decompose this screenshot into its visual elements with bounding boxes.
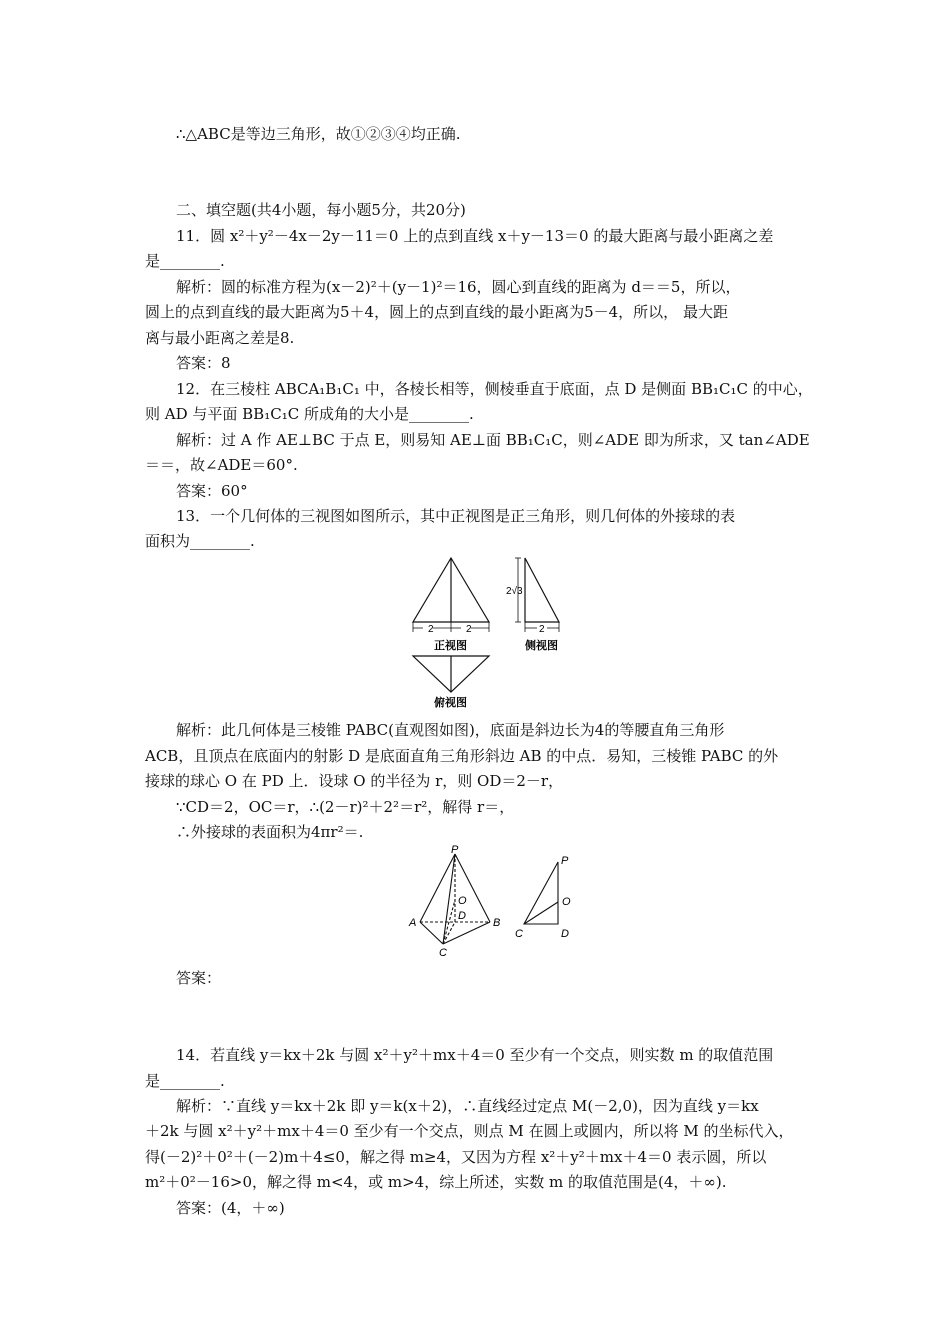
q11-stem-line-1: 11．圆 x²＋y²－4x－2y－11＝0 上的点到直线 x＋y－13＝0 的最大距离与最小距离之差 bbox=[176, 227, 774, 245]
q12-solution-line-1: 解析：过 A 作 AE⊥BC 于点 E，则易知 AE⊥面 BB₁C₁C，则∠ADE 即为所求，又 tan∠ADE bbox=[176, 431, 810, 449]
label-D-2: D bbox=[561, 928, 569, 940]
conclusion-line: ∴△ABC是等边三角形，故①②③④均正确. bbox=[176, 125, 461, 143]
label-P-2: P bbox=[561, 855, 569, 867]
q14-solution-line-4: m²＋0²－16>0，解之得 m<4，或 m>4，综上所述，实数 m 的取值范围是(4，＋∞). bbox=[145, 1173, 727, 1191]
q14-solution-line-1: 解析：∵直线 y＝kx＋2k 即 y＝k(x＋2)，∴直线经过定点 M(－2,0)，因为直线 y＝kx bbox=[176, 1097, 759, 1115]
q11-solution-line-3: 离与最小距离之差是8. bbox=[145, 329, 295, 347]
q11-answer: 答案：8 bbox=[176, 354, 231, 372]
side-view-label: 侧视图 bbox=[525, 640, 558, 652]
q13-answer: 答案： bbox=[176, 969, 222, 987]
front-view bbox=[413, 558, 489, 632]
q13-solution-line-4: ∵CD＝2，OC＝r，∴(2－r)²＋2²＝r²，解得 r＝， bbox=[176, 798, 515, 816]
front-view-label: 正视图 bbox=[434, 640, 467, 652]
label-C: C bbox=[439, 947, 447, 959]
q11-solution-line-2: 圆上的点到直线的最大距离为5＋4，圆上的点到直线的最小距离为5－4，所以， 最大距 bbox=[145, 303, 728, 321]
top-view bbox=[413, 656, 489, 692]
top-view-label: 俯视图 bbox=[434, 697, 467, 708]
dim-right-label: 2 bbox=[466, 624, 472, 635]
q14-answer: 答案：(4，＋∞) bbox=[176, 1199, 285, 1217]
label-B: B bbox=[493, 917, 501, 929]
dim-left-label: 2 bbox=[428, 624, 434, 635]
label-C-2: C bbox=[515, 928, 523, 940]
q12-solution-line-2: ＝＝，故∠ADE＝60°. bbox=[145, 456, 298, 474]
right-triangle-figure bbox=[512, 852, 582, 942]
section-title: 二、填空题(共4小题，每小题5分，共20分) bbox=[176, 201, 466, 219]
q14-solution-line-3: 得(－2)²＋0²＋(－2)m＋4≤0，解之得 m≥4，又因为方程 x²＋y²＋mx＋4＝0 表示圆，所以 bbox=[145, 1148, 767, 1166]
label-P: P bbox=[451, 844, 459, 856]
q13-solution-line-3: 接球的球心 O 在 PD 上．设球 O 的半径为 r，则 OD＝2－r， bbox=[145, 772, 564, 790]
label-O: O bbox=[458, 895, 467, 907]
q12-stem-line-2: 则 AD 与平面 BB₁C₁C 所成角的大小是________. bbox=[145, 405, 474, 423]
label-D: D bbox=[458, 910, 466, 922]
q11-solution-line-1: 解析：圆的标准方程为(x－2)²＋(y－1)²＝16，圆心到直线的距离为 d＝＝5，所以， bbox=[176, 278, 741, 296]
label-A: A bbox=[409, 917, 417, 929]
q13-solution-line-5: ∴外接球的表面积为4πr²＝. bbox=[176, 823, 364, 841]
height-label: 2√3 bbox=[506, 586, 523, 597]
pyramid-figure bbox=[400, 842, 510, 960]
q13-solution-line-2: ACB，且顶点在底面内的射影 D 是底面直角三角形斜边 AB 的中点．易知，三棱锥 PABC 的外 bbox=[145, 747, 779, 765]
q14-stem-line-2: 是________. bbox=[145, 1072, 225, 1090]
dim-side-label: 2 bbox=[539, 624, 545, 635]
q12-stem-line-1: 12．在三棱柱 ABCA₁B₁C₁ 中，各棱长相等，侧棱垂直于底面，点 D 是侧面 BB₁C₁C 的中心， bbox=[176, 380, 813, 398]
q11-stem-line-2: 是________. bbox=[145, 252, 225, 270]
q14-solution-line-2: ＋2k 与圆 x²＋y²＋mx＋4＝0 至少有一个交点，则点 M 在圆上或圆内，所以将 M 的坐标代入， bbox=[145, 1122, 794, 1140]
q13-stem-line-1: 13．一个几何体的三视图如图所示，其中正视图是正三角形，则几何体的外接球的表 bbox=[176, 507, 736, 525]
label-O-2: O bbox=[562, 896, 571, 908]
three-views-figure bbox=[405, 548, 585, 708]
q13-stem-line-2: 面积为________. bbox=[145, 532, 255, 550]
q12-answer: 答案：60° bbox=[176, 482, 248, 500]
q13-solution-line-1: 解析：此几何体是三棱锥 PABC(直观图如图)，底面是斜边长为4的等腰直角三角形 bbox=[176, 721, 725, 739]
q14-stem-line-1: 14．若直线 y＝kx＋2k 与圆 x²＋y²＋mx＋4＝0 至少有一个交点，则实数 m 的取值范围 bbox=[176, 1046, 774, 1064]
